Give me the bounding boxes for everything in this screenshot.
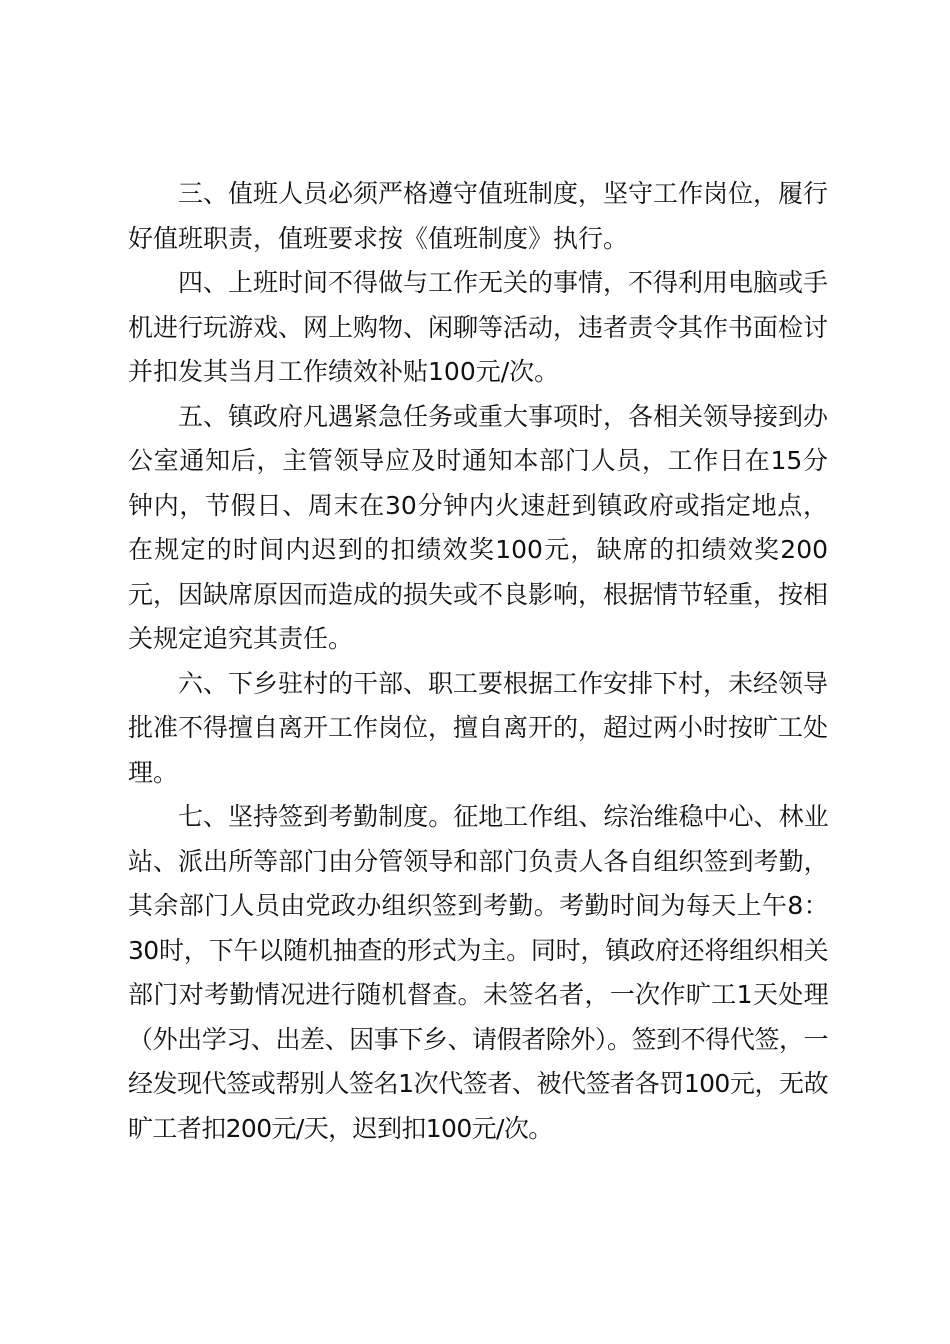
paragraph-village-duty-rules: 六、下乡驻村的干部、职工要根据工作安排下村，未经领导批准不得擅自离开工作岗位，擅自离开的，超过两小时按旷工处理。 — [128, 668, 829, 787]
paragraph-duty-rules: 三、值班人员必须严格遵守值班制度，坚守工作岗位，履行好值班职责，值班要求按《值班制度》执行。 — [128, 179, 829, 253]
document-body — [128, 172, 828, 1151]
paragraph-attendance-rules: 七、坚持签到考勤制度。征地工作组、综治维稳中心、林业站、派出所等部门由分管领导和部门负责人各自组织签到考勤，其余部门人员由党政办组织签到考勤。考勤时间为每天上午8：30时，下午以随机抽查的形式为主。同时，镇政府还将组织相关部门对考勤情况进行随机督查。未签名者，一次作旷工1天处理（外出学习、出差、因事下乡、请假者除外）。签到不得代签，一经发现代签或帮别人签名1次代签者、被代签者各罚100元，无故旷工者扣200元/天，迟到扣100元/次。 — [128, 802, 828, 1143]
paragraph-emergency-rules: 五、镇政府凡遇紧急任务或重大事项时，各相关领导接到办公室通知后，主管领导应及时通知本部门人员，工作日在15分钟内，节假日、周末在30分钟内火速赶到镇政府或指定地点，在规定的时间内迟到的扣绩效奖100元，缺席的扣绩效奖200元，因缺席原因而造成的损失或不良影响，根据情节轻重，按相关规定追究其责任。 — [128, 401, 829, 653]
paragraph-work-hours-rules: 四、上班时间不得做与工作无关的事情，不得利用电脑或手机进行玩游戏、网上购物、闲聊等活动，违者责令其作书面检讨并扣发其当月工作绩效补贴100元/次。 — [128, 268, 829, 386]
